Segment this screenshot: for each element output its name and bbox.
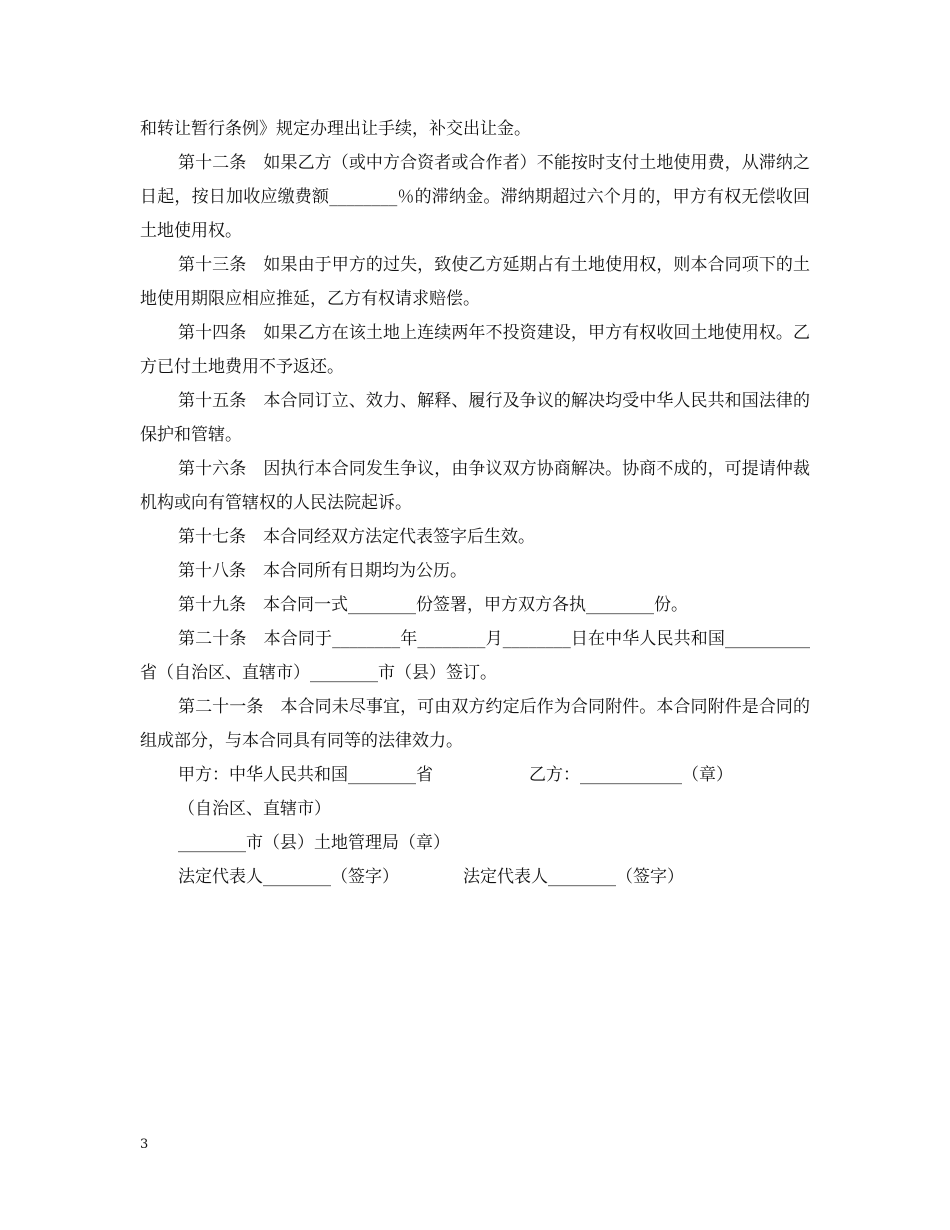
article-15: 第十五条 本合同订立、效力、解释、履行及争议的解决均受中华人民共和国法律的保护和管辖。 [140, 391, 810, 445]
article-18: 第十八条 本合同所有日期均为公历。 [178, 561, 467, 581]
rep-a-label: 法定代表人________（签字） [178, 867, 399, 887]
signature-rep-row [140, 860, 810, 894]
region-label: （自治区、直辖市） [178, 799, 331, 819]
article-19: 第十九条 本合同一式________份签署，甲方双方各执________份。 [178, 595, 688, 615]
article-17: 第十七条 本合同经双方法定代表签字后生效。 [178, 527, 535, 547]
rep-b-label: 法定代表人________（签字） [463, 867, 684, 887]
bureau-label: ________市（县）土地管理局（章） [178, 833, 450, 853]
contract-body [140, 112, 810, 894]
page-number: 3 [140, 1137, 149, 1152]
signature-party-row [140, 758, 810, 792]
article-21: 第二十一条 本合同未尽事宜，可由双方约定后作为合同附件。本合同附件是合同的组成部分，与本合同具有同等的法律效力。 [140, 697, 810, 751]
article-12: 第十二条 如果乙方（或中方合资者或合作者）不能按时支付土地使用费，从滞纳之日起，按日加收应缴费额________％的滞纳金。滞纳期超过六个月的，甲方有权无偿收回土地使用权。 [140, 153, 810, 241]
article-16: 第十六条 因执行本合同发生争议，由争议双方协商解决。协商不成的，可提请仲裁机构或向有管辖权的人民法院起诉。 [140, 459, 810, 513]
party-a-label: 甲方：中华人民共和国________省 [178, 765, 433, 785]
article-20: 第二十条 本合同于________年________月________日在中华人民共和国__________省（自治区、直辖市）________市（县）签订。 [140, 629, 810, 683]
signature-bureau-row [140, 826, 810, 860]
article-13: 第十三条 如果由于甲方的过失，致使乙方延期占有土地使用权，则本合同项下的土地使用期限应相应推延，乙方有权请求赔偿。 [140, 255, 810, 309]
signature-region-row [140, 792, 810, 826]
article-14: 第十四条 如果乙方在该土地上连续两年不投资建设，甲方有权收回土地使用权。乙方已付土地费用不予返还。 [140, 323, 810, 377]
party-b-label: 乙方：____________（章） [529, 765, 733, 785]
paragraph-continuation: 和转让暂行条例》规定办理出让手续，补交出让金。 [140, 119, 531, 139]
